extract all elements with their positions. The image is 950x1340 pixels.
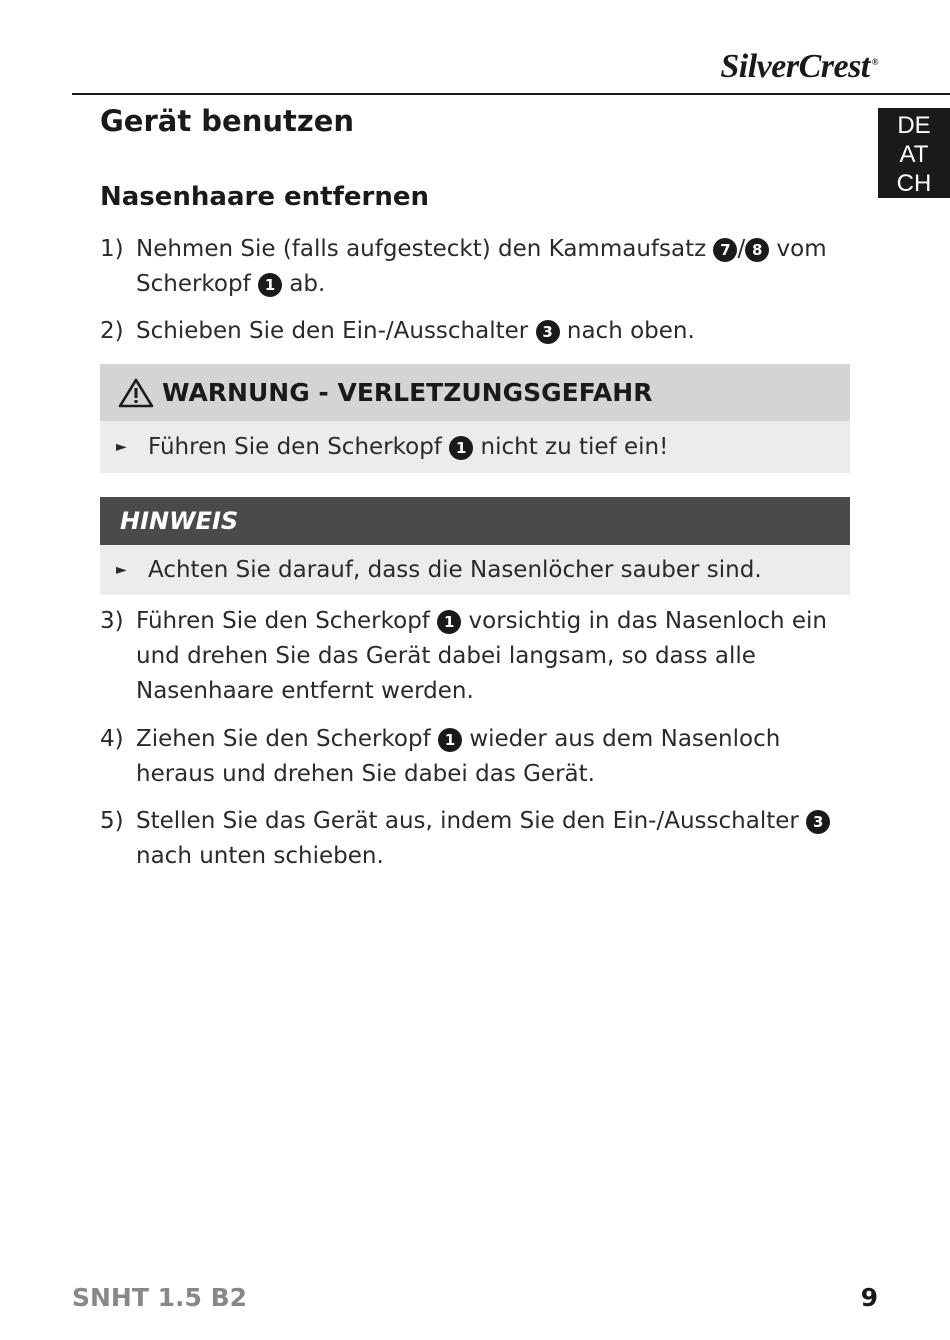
note-box [100, 497, 850, 595]
part-number-badge: 1 [437, 610, 461, 634]
warning-text [148, 434, 668, 460]
bullet-arrow-icon: ► [116, 439, 127, 455]
step-number: 3) [100, 608, 124, 634]
part-number-badge: 1 [449, 436, 473, 460]
warning-title: WARNUNG - VERLETZUNGSGEFAHR [162, 378, 653, 407]
text-run: nach oben. [559, 318, 695, 344]
note-text: Achten Sie darauf, dass die Nasenlöcher sauber sind. [148, 557, 762, 583]
text-run: wieder aus dem Nasenloch heraus und drehen Sie dabei das Gerät. [136, 726, 781, 787]
warning-box [100, 364, 850, 473]
footer-model-number: SNHT 1.5 B2 [72, 1283, 248, 1312]
note-bullet [100, 545, 850, 595]
brand-logo [720, 48, 878, 86]
page-number: 9 [860, 1283, 878, 1312]
text-run: Ziehen Sie den Scherkopf [136, 726, 439, 752]
text-run: Stellen Sie das Gerät aus, indem Sie den Ein-/Ausschalter [136, 808, 807, 834]
text-run: nicht zu tief ein! [473, 434, 669, 460]
text-run: vom Scherkopf [136, 236, 827, 297]
step-text [136, 804, 860, 874]
text-run: Führen Sie den Scherkopf [148, 434, 450, 460]
warning-triangle-icon [118, 378, 154, 408]
step-1 [100, 232, 860, 302]
step-text [136, 232, 860, 302]
part-number-badge: 3 [806, 810, 830, 834]
step-text [136, 722, 860, 792]
step-3 [100, 604, 860, 709]
text-run: ab. [282, 271, 326, 297]
step-5 [100, 804, 860, 874]
text-run: Führen Sie den Scherkopf [136, 608, 438, 634]
step-number: 1) [100, 236, 124, 262]
step-number: 5) [100, 808, 124, 834]
text-run: Nehmen Sie (falls aufgesteckt) den Kammaufsatz [136, 236, 714, 262]
warning-header [100, 364, 850, 421]
language-tab [878, 108, 950, 198]
part-number-badge: 8 [745, 238, 769, 262]
step-number: 4) [100, 726, 124, 752]
bullet-arrow-icon: ► [116, 562, 127, 578]
step-text [136, 314, 860, 349]
text-run: / [737, 236, 746, 262]
text-run: vorsichtig in das Nasenloch ein und drehen Sie das Gerät dabei langsam, so dass alle Nasenhaare entfernt werden. [136, 608, 827, 704]
step-4 [100, 722, 860, 792]
section-title: Gerät benutzen [100, 104, 355, 138]
language-at: AT [899, 141, 929, 168]
part-number-badge: 3 [536, 320, 560, 344]
note-header [100, 497, 850, 545]
header-rule [72, 93, 950, 95]
warning-bullet [100, 421, 850, 473]
part-number-badge: 7 [713, 238, 737, 262]
brand-logo-text: SilverCrest [720, 48, 870, 85]
language-ch: CH [896, 170, 932, 197]
text-run: nach unten schieben. [136, 843, 384, 869]
part-number-badge: 1 [258, 273, 282, 297]
note-title: HINWEIS [120, 507, 239, 535]
subsection-title: Nasenhaare entfernen [100, 182, 430, 212]
text-run: Schieben Sie den Ein-/Ausschalter [136, 318, 536, 344]
part-number-badge: 1 [438, 728, 462, 752]
language-de: DE [897, 112, 931, 139]
step-number: 2) [100, 318, 124, 344]
registered-mark: ® [871, 56, 878, 67]
step-2 [100, 314, 860, 349]
step-text [136, 604, 860, 709]
